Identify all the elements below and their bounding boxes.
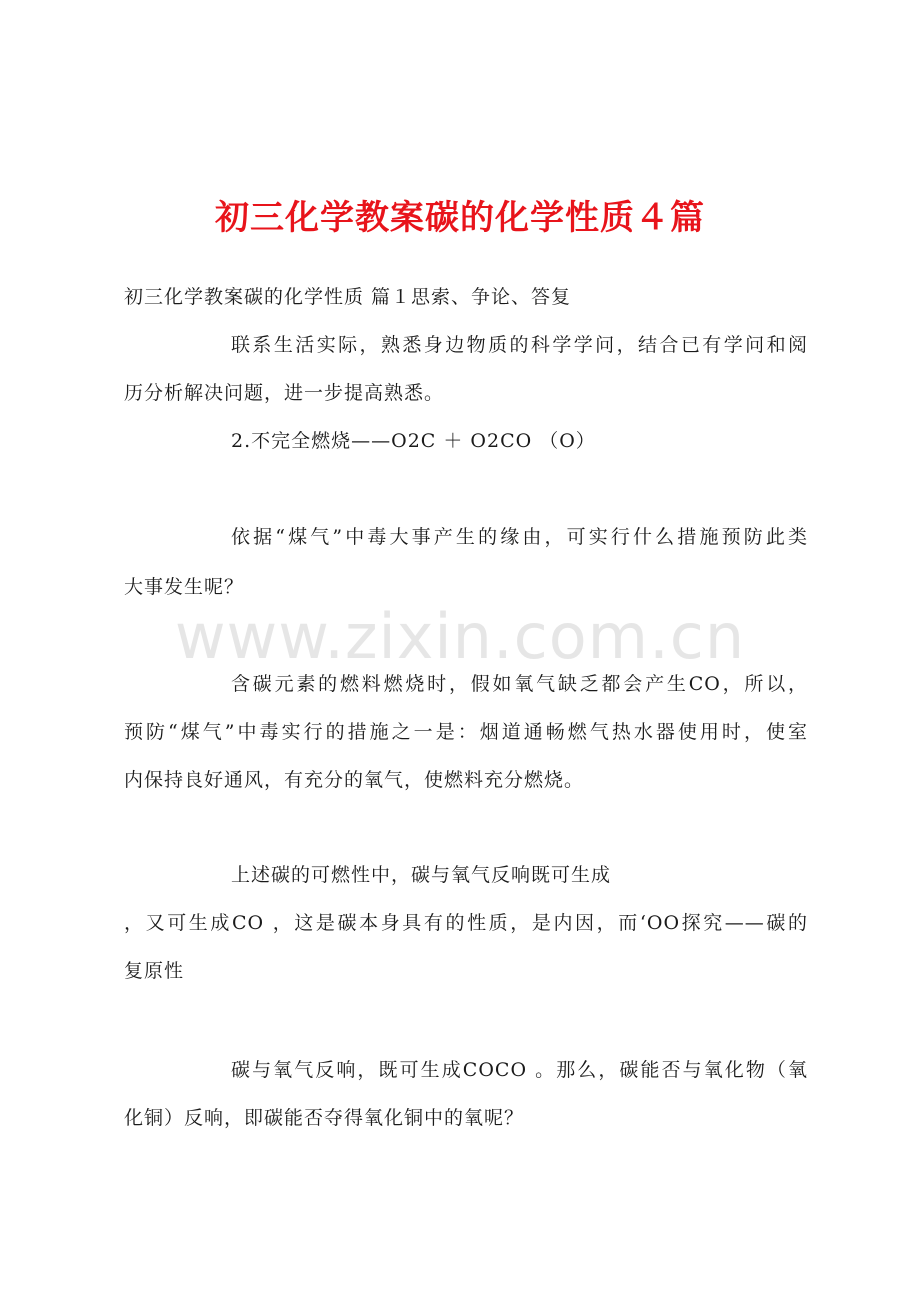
paragraph-line: 依据“煤气”中毒大事产生的缘由，可实行什么措施预防此类 [231, 526, 808, 548]
paragraph-line: 内保持良好通风，有充分的氧气，使燃料充分燃烧。 [124, 769, 585, 791]
paragraph-line: ，又可生成CO ，这是碳本身具有的性质，是内因，而‘OO探究——碳的 [124, 912, 808, 934]
paragraph-line: 大事发生呢？ [124, 576, 245, 598]
paragraph-line: 历分析解决问题，进一步提高熟悉。 [124, 382, 445, 404]
paragraph-line: 碳与氧气反响，既可生成COCO 。那么，碳能否与氧化物（氧 [231, 1059, 808, 1081]
paragraph-line: 复原性 [124, 960, 185, 982]
paragraph-line: 上述碳的可燃性中，碳与氧气反响既可生成 [231, 864, 612, 886]
watermark: www.zixin.com.cn [174, 600, 746, 673]
paragraph-line: 初三化学教案碳的化学性质 篇１思索、争论、答复 [124, 286, 572, 308]
paragraph-line: 含碳元素的燃料燃烧时，假如氧气缺乏都会产生CO，所以， [231, 673, 808, 695]
equation-line: 2.不完全燃烧——O2C ＋ O2CO （O） [231, 430, 596, 452]
paragraph-line: 联系生活实际，熟悉身边物质的科学学问，结合已有学问和阅 [231, 334, 808, 356]
paragraph-line: 化铜）反响，即碳能否夺得氧化铜中的氧呢？ [124, 1107, 525, 1129]
paragraph-line: 预防“煤气”中毒实行的措施之一是：烟道通畅燃气热水器使用时，使室 [124, 721, 808, 743]
document-title: 初三化学教案碳的化学性质４篇 [215, 198, 705, 238]
